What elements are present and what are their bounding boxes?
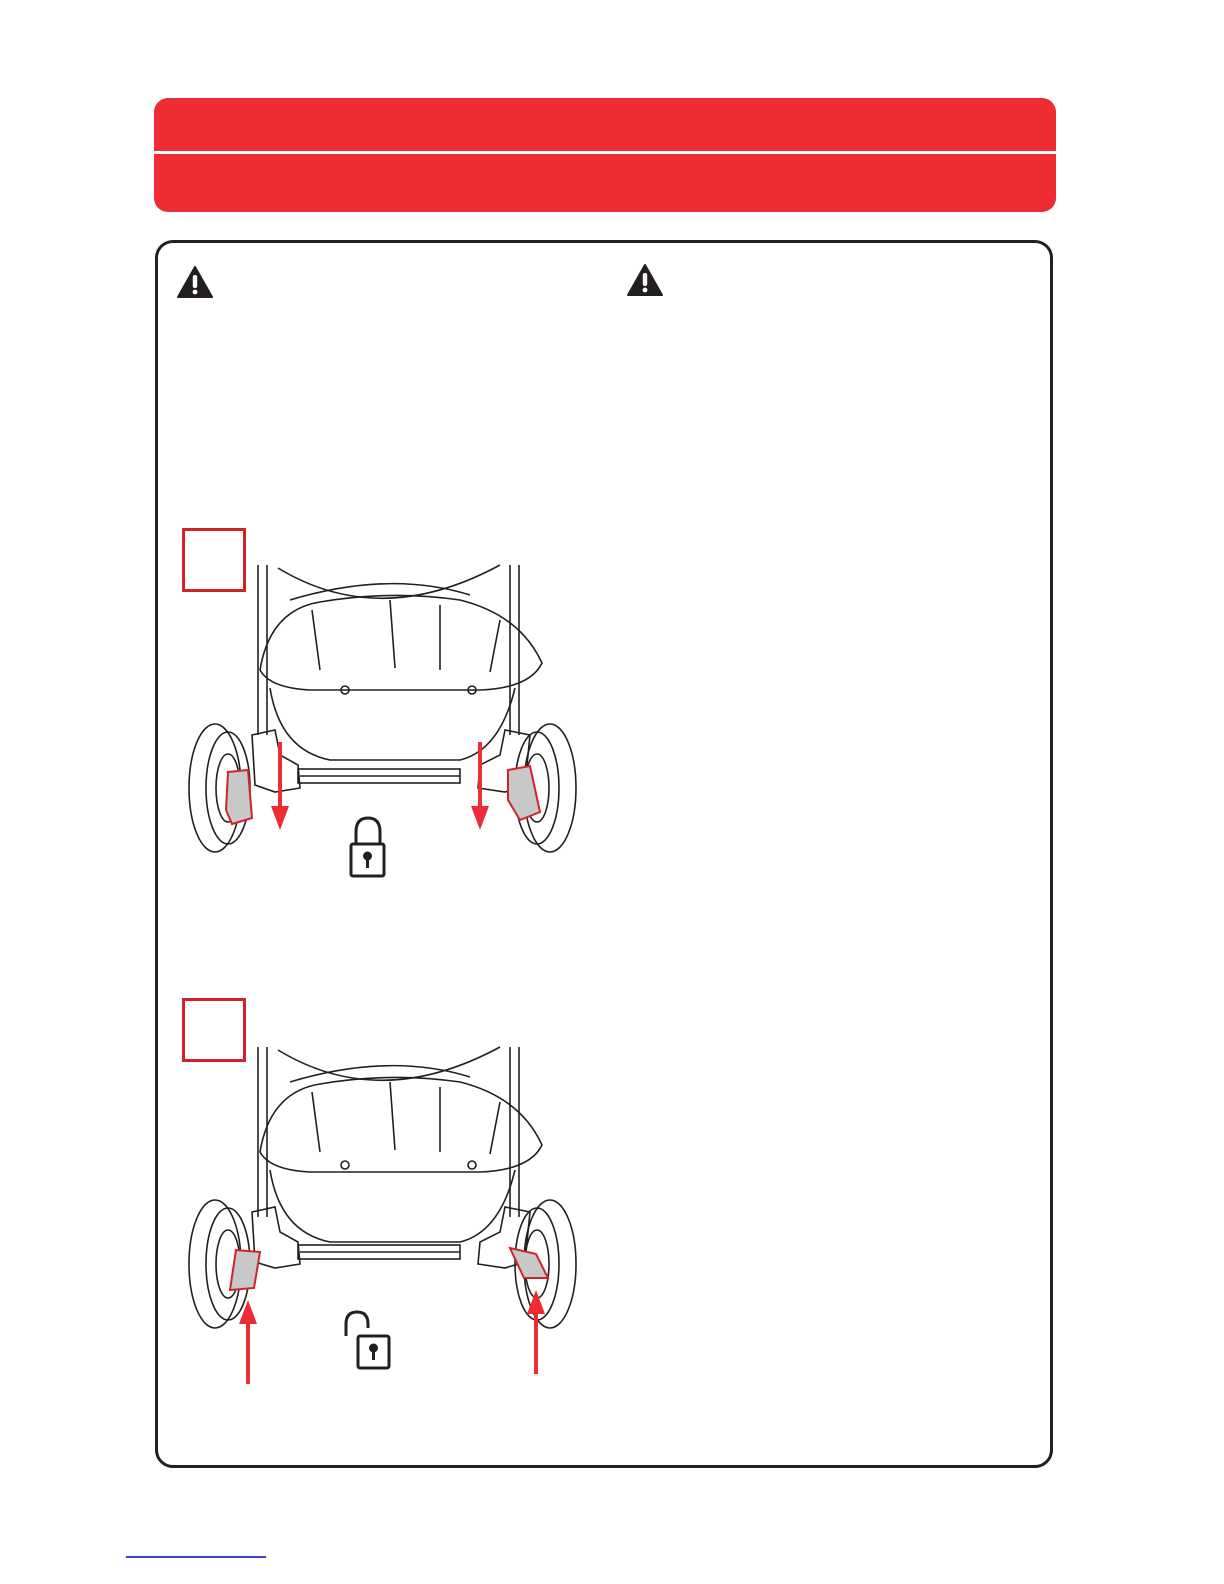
warning-triangle-icon bbox=[177, 266, 213, 298]
lift-up-arrows bbox=[239, 1290, 545, 1384]
left-brake-pedal bbox=[230, 1250, 260, 1290]
header-banner bbox=[154, 98, 1056, 212]
left-brake-pedal bbox=[226, 770, 252, 824]
stroller-brake-release-illustration bbox=[180, 1042, 590, 1392]
press-down-arrows bbox=[271, 742, 489, 830]
banner-divider bbox=[154, 151, 1056, 154]
padlock-closed-icon bbox=[351, 818, 384, 876]
stroller-brake-lock-illustration bbox=[180, 560, 590, 890]
padlock-open-icon bbox=[346, 1312, 389, 1368]
warning-triangle-icon bbox=[627, 264, 663, 296]
right-brake-pedal bbox=[508, 766, 540, 820]
footer-link-underline[interactable] bbox=[126, 1556, 266, 1558]
